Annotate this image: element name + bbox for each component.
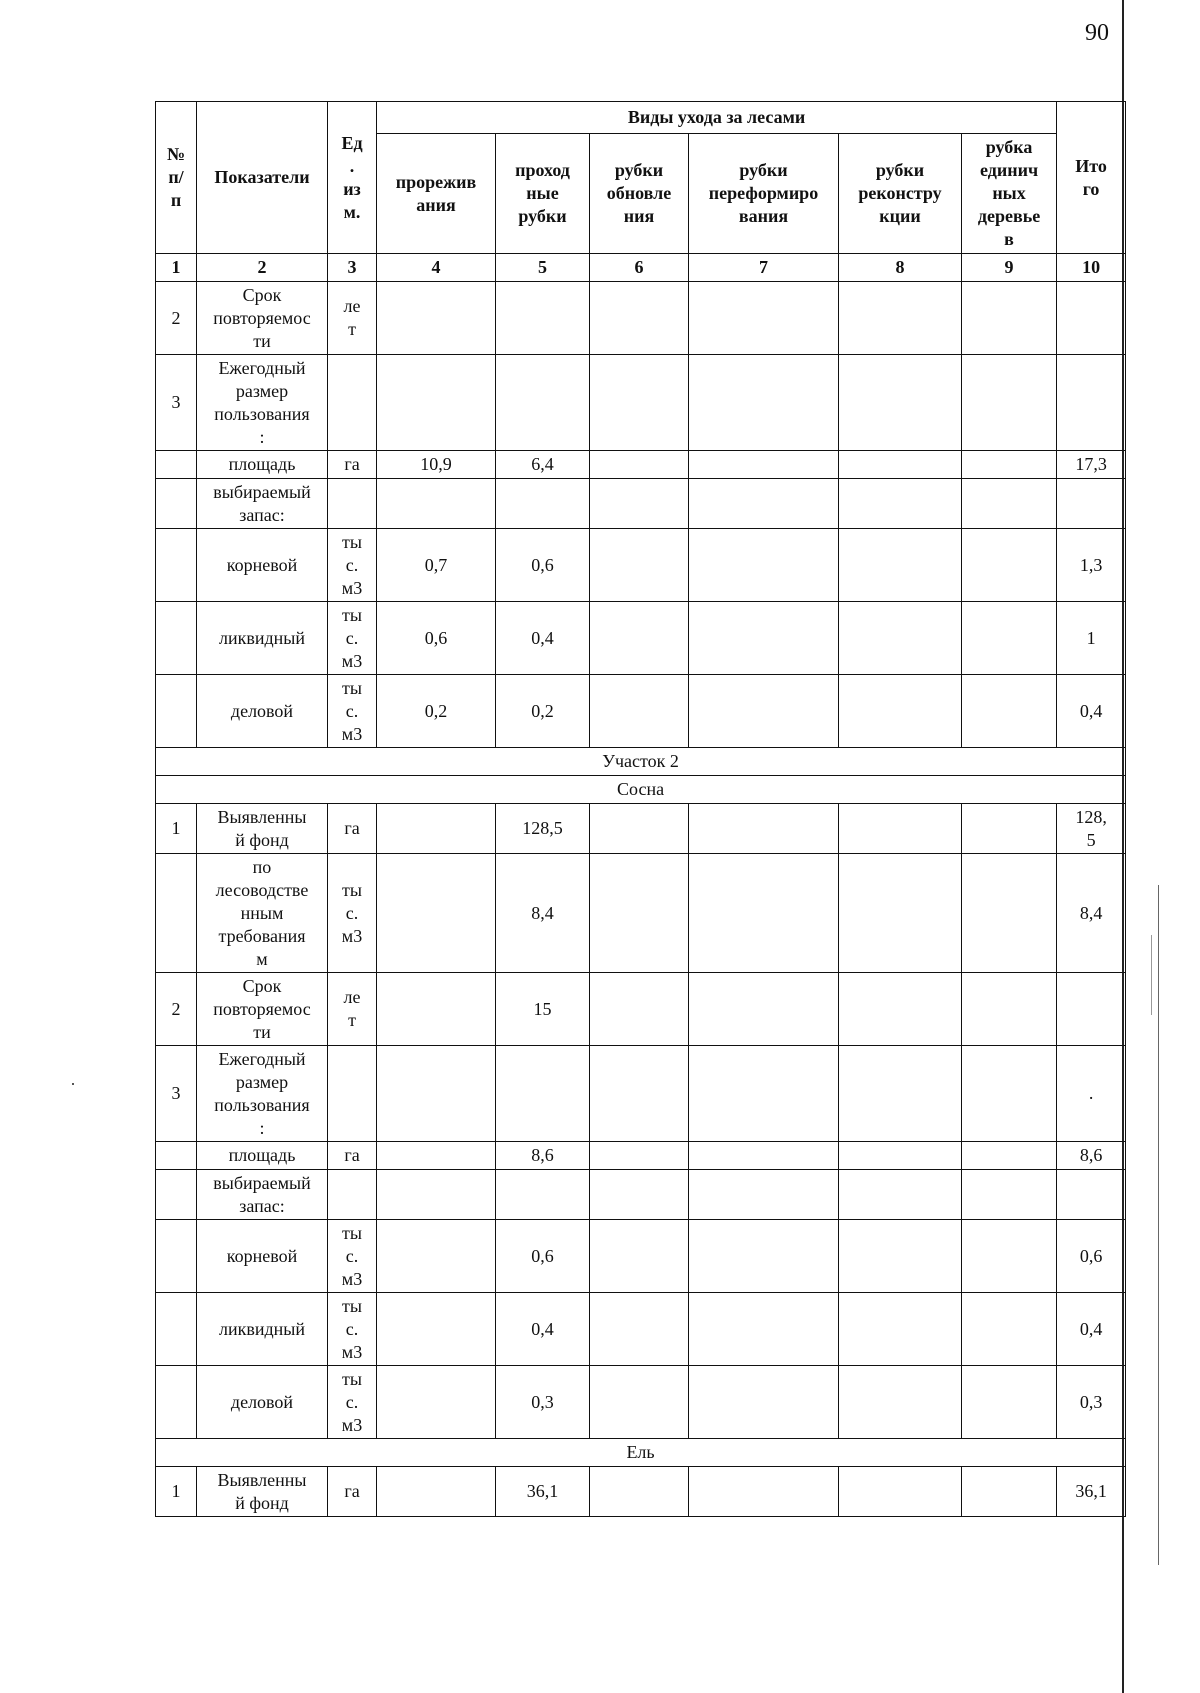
row-total: 128, 5: [1057, 804, 1126, 854]
row-value: [839, 1170, 962, 1220]
row-total: [1057, 479, 1126, 529]
row-value: [839, 675, 962, 748]
row-value: [839, 282, 962, 355]
row-value: [839, 1293, 962, 1366]
row-value: [962, 854, 1057, 973]
row-value: [962, 804, 1057, 854]
column-number: 10: [1057, 254, 1126, 282]
row-value: [377, 1220, 496, 1293]
row-value: 8,6: [496, 1142, 590, 1170]
table-row: [156, 1467, 1126, 1517]
row-value: [590, 804, 689, 854]
row-indicator: Выявленны й фонд: [197, 804, 328, 854]
row-value: [962, 1046, 1057, 1142]
row-total: [1057, 973, 1126, 1046]
section-row: [156, 1439, 1126, 1467]
row-total: 36,1: [1057, 1467, 1126, 1517]
row-value: [377, 854, 496, 973]
row-value: [590, 1467, 689, 1517]
row-value: [689, 1366, 839, 1439]
column-number: 1: [156, 254, 197, 282]
row-value: [689, 675, 839, 748]
row-value: [962, 529, 1057, 602]
row-total: [1057, 355, 1126, 451]
row-value: [962, 675, 1057, 748]
row-value: [496, 479, 590, 529]
row-value: [590, 479, 689, 529]
table-row: [156, 355, 1126, 451]
row-unit: ле т: [328, 973, 377, 1046]
row-value: [496, 1170, 590, 1220]
row-unit: [328, 1046, 377, 1142]
row-total: 0,3: [1057, 1366, 1126, 1439]
row-total: [1057, 1170, 1126, 1220]
column-number: 2: [197, 254, 328, 282]
row-indicator: корневой: [197, 1220, 328, 1293]
row-value: [962, 1142, 1057, 1170]
row-value: 0,6: [377, 602, 496, 675]
row-value: [590, 282, 689, 355]
row-value: [689, 804, 839, 854]
row-total: 0,4: [1057, 675, 1126, 748]
row-indicator: по лесоводстве нным требования м: [197, 854, 328, 973]
header-unit: Ед . из м.: [328, 102, 377, 254]
row-unit: ты с. м3: [328, 854, 377, 973]
section-title-plot: Участок 2: [156, 748, 1126, 776]
row-unit: га: [328, 804, 377, 854]
row-indicator: Выявленны й фонд: [197, 1467, 328, 1517]
row-value: [689, 1467, 839, 1517]
row-unit: ты с. м3: [328, 1293, 377, 1366]
row-value: [377, 1046, 496, 1142]
header-number: № п/ п: [156, 102, 197, 254]
row-value: [689, 529, 839, 602]
table-row: [156, 1220, 1126, 1293]
row-unit: га: [328, 1467, 377, 1517]
row-value: [689, 1293, 839, 1366]
row-value: [839, 973, 962, 1046]
row-number: [156, 529, 197, 602]
row-number: [156, 451, 197, 479]
row-value: [377, 1170, 496, 1220]
table-row: [156, 602, 1126, 675]
header-total: Ито го: [1057, 102, 1126, 254]
row-value: [962, 602, 1057, 675]
row-value: [689, 479, 839, 529]
row-value: [689, 1220, 839, 1293]
row-value: [496, 282, 590, 355]
row-number: [156, 1366, 197, 1439]
row-total: 1: [1057, 602, 1126, 675]
row-value: [839, 529, 962, 602]
row-number: 1: [156, 804, 197, 854]
table-row: [156, 479, 1126, 529]
row-value: 36,1: [496, 1467, 590, 1517]
row-value: [590, 602, 689, 675]
row-value: [839, 854, 962, 973]
row-value: 10,9: [377, 451, 496, 479]
row-value: [689, 602, 839, 675]
row-value: [839, 1220, 962, 1293]
row-value: [689, 1142, 839, 1170]
table-row: [156, 675, 1126, 748]
row-value: [962, 451, 1057, 479]
row-unit: ты с. м3: [328, 1220, 377, 1293]
row-value: 0,3: [496, 1366, 590, 1439]
row-value: [590, 355, 689, 451]
row-total: 17,3: [1057, 451, 1126, 479]
row-number: [156, 1170, 197, 1220]
column-number: 3: [328, 254, 377, 282]
row-number: [156, 479, 197, 529]
row-total: 8,4: [1057, 854, 1126, 973]
row-value: 0,2: [377, 675, 496, 748]
page-number: 90: [1085, 20, 1109, 46]
row-unit: ле т: [328, 282, 377, 355]
row-value: [962, 1293, 1057, 1366]
scan-edge-line: [1158, 885, 1159, 1565]
column-number: 5: [496, 254, 590, 282]
header-indicators: Показатели: [197, 102, 328, 254]
row-value: [839, 602, 962, 675]
row-unit: га: [328, 451, 377, 479]
section-row: [156, 748, 1126, 776]
row-value: 128,5: [496, 804, 590, 854]
row-number: [156, 675, 197, 748]
scan-speck: [72, 1083, 74, 1085]
row-value: [962, 479, 1057, 529]
header-type-reformation: рубки переформиро вания: [689, 134, 839, 254]
scan-edge-line: [1151, 935, 1152, 1015]
row-indicator: Срок повторяемос ти: [197, 282, 328, 355]
row-value: [590, 973, 689, 1046]
column-number-row: [156, 254, 1126, 282]
row-unit: ты с. м3: [328, 602, 377, 675]
row-value: [962, 1170, 1057, 1220]
table-row: [156, 804, 1126, 854]
row-value: [590, 1366, 689, 1439]
row-value: [689, 355, 839, 451]
row-value: [496, 1046, 590, 1142]
row-number: 1: [156, 1467, 197, 1517]
row-unit: [328, 1170, 377, 1220]
row-value: [689, 282, 839, 355]
row-value: [689, 973, 839, 1046]
row-value: 0,6: [496, 1220, 590, 1293]
row-number: [156, 1142, 197, 1170]
row-value: [839, 1467, 962, 1517]
row-value: 0,7: [377, 529, 496, 602]
row-value: 8,4: [496, 854, 590, 973]
row-value: 0,4: [496, 1293, 590, 1366]
row-value: [590, 1293, 689, 1366]
row-value: [590, 1142, 689, 1170]
header-type-single-trees: рубка единич ных деревье в: [962, 134, 1057, 254]
row-value: [962, 1366, 1057, 1439]
row-value: [590, 675, 689, 748]
table-row: [156, 1142, 1126, 1170]
row-total: .: [1057, 1046, 1126, 1142]
row-value: [377, 479, 496, 529]
row-value: [839, 451, 962, 479]
row-total: 8,6: [1057, 1142, 1126, 1170]
table-row: [156, 1293, 1126, 1366]
row-value: [839, 355, 962, 451]
row-number: 2: [156, 973, 197, 1046]
row-value: [839, 479, 962, 529]
row-value: [689, 1170, 839, 1220]
section-row: [156, 776, 1126, 804]
row-value: [839, 1366, 962, 1439]
row-value: [590, 854, 689, 973]
row-number: [156, 854, 197, 973]
column-number: 6: [590, 254, 689, 282]
row-indicator: корневой: [197, 529, 328, 602]
table-row: [156, 451, 1126, 479]
row-value: [377, 804, 496, 854]
row-number: 3: [156, 1046, 197, 1142]
row-value: [590, 529, 689, 602]
column-number: 7: [689, 254, 839, 282]
row-value: [496, 355, 590, 451]
section-title-spruce: Ель: [156, 1439, 1126, 1467]
table-row: [156, 1170, 1126, 1220]
row-total: 1,3: [1057, 529, 1126, 602]
row-value: 15: [496, 973, 590, 1046]
row-indicator: Срок повторяемос ти: [197, 973, 328, 1046]
row-value: [377, 1467, 496, 1517]
row-unit: [328, 479, 377, 529]
row-indicator: Ежегодный размер пользования :: [197, 1046, 328, 1142]
row-value: [962, 1220, 1057, 1293]
row-total: 0,4: [1057, 1293, 1126, 1366]
table-row: [156, 1366, 1126, 1439]
row-value: 6,4: [496, 451, 590, 479]
row-number: 3: [156, 355, 197, 451]
row-indicator: выбираемый запас:: [197, 479, 328, 529]
row-value: [839, 804, 962, 854]
table-body: [156, 254, 1126, 1517]
row-number: 2: [156, 282, 197, 355]
row-total: 0,6: [1057, 1220, 1126, 1293]
row-unit: га: [328, 1142, 377, 1170]
row-value: 0,6: [496, 529, 590, 602]
row-indicator: площадь: [197, 1142, 328, 1170]
row-value: [377, 282, 496, 355]
table-row: [156, 1046, 1126, 1142]
row-value: [590, 1220, 689, 1293]
column-number: 9: [962, 254, 1057, 282]
row-total: [1057, 282, 1126, 355]
row-value: [962, 282, 1057, 355]
header-care-types: Виды ухода за лесами: [377, 102, 1057, 134]
row-indicator: площадь: [197, 451, 328, 479]
row-value: [839, 1046, 962, 1142]
row-value: [590, 451, 689, 479]
row-indicator: Ежегодный размер пользования :: [197, 355, 328, 451]
row-value: [962, 973, 1057, 1046]
row-indicator: ликвидный: [197, 1293, 328, 1366]
table-row: [156, 282, 1126, 355]
header-type-reconstruction: рубки реконстру кции: [839, 134, 962, 254]
table-row: [156, 854, 1126, 973]
row-value: [962, 1467, 1057, 1517]
header-type-thinning: прорежив ания: [377, 134, 496, 254]
row-value: [689, 854, 839, 973]
row-value: [689, 1046, 839, 1142]
row-value: [689, 451, 839, 479]
row-value: 0,4: [496, 602, 590, 675]
row-value: [377, 1142, 496, 1170]
row-value: [377, 1293, 496, 1366]
row-value: [839, 1142, 962, 1170]
row-indicator: выбираемый запас:: [197, 1170, 328, 1220]
section-title-pine: Сосна: [156, 776, 1126, 804]
row-number: [156, 1293, 197, 1366]
row-unit: ты с. м3: [328, 675, 377, 748]
row-indicator: ликвидный: [197, 602, 328, 675]
row-value: [590, 1170, 689, 1220]
header-type-passage: проход ные рубки: [496, 134, 590, 254]
forest-care-table: [155, 101, 1126, 1517]
header-type-renewal: рубки обновле ния: [590, 134, 689, 254]
row-unit: [328, 355, 377, 451]
row-number: [156, 602, 197, 675]
row-number: [156, 1220, 197, 1293]
row-indicator: деловой: [197, 675, 328, 748]
row-unit: ты с. м3: [328, 529, 377, 602]
column-number: 8: [839, 254, 962, 282]
table-row: [156, 973, 1126, 1046]
row-value: [377, 973, 496, 1046]
row-indicator: деловой: [197, 1366, 328, 1439]
table-row: [156, 529, 1126, 602]
row-value: [377, 355, 496, 451]
row-value: [377, 1366, 496, 1439]
row-value: [590, 1046, 689, 1142]
row-unit: ты с. м3: [328, 1366, 377, 1439]
column-number: 4: [377, 254, 496, 282]
row-value: 0,2: [496, 675, 590, 748]
row-value: [962, 355, 1057, 451]
